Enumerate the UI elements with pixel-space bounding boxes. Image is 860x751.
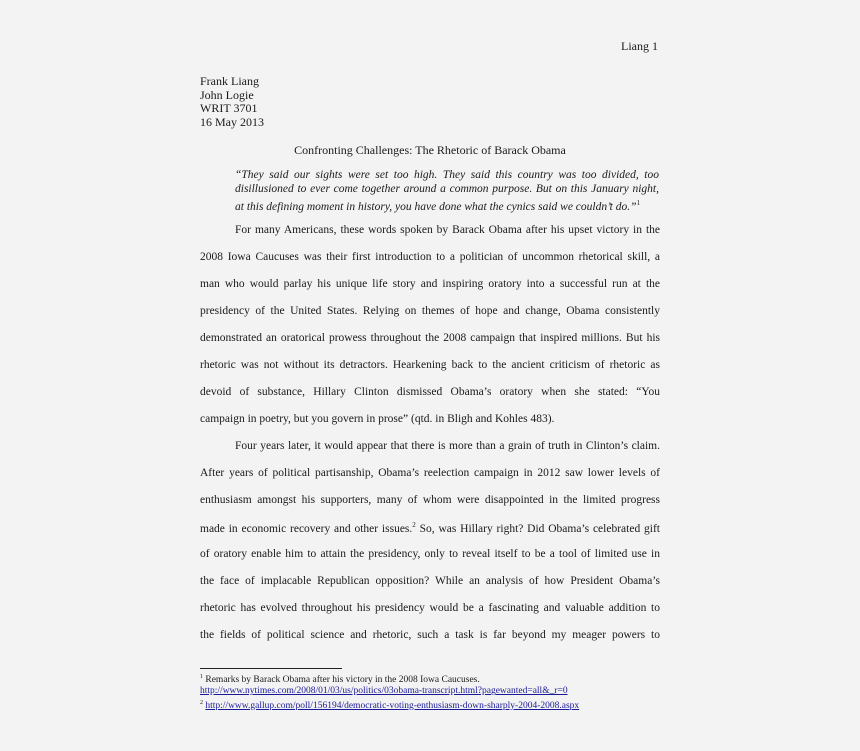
body-line <box>200 548 660 560</box>
body-line-text: rhetoric has evolved throughout his presidency would be a fascinating and valuable addition to <box>200 602 660 614</box>
body-line-text: the face of implacable Republican opposition? While an analysis of how President Obama’s <box>200 575 660 587</box>
body-line-text: Four years later, it would appear that there is more than a grain of truth in Clinton’s claim. <box>235 440 660 452</box>
body-line <box>200 386 660 398</box>
body-line-tail: So, was Hillary right? Did Obama’s celebrated gift <box>415 522 660 535</box>
author-name: Frank Liang <box>200 74 259 88</box>
body-line-text: made in economic recovery and other issues. <box>200 522 413 535</box>
body-line-text: devoid of substance, Hillary Clinton dismissed Obama’s oratory when she stated: “You <box>200 386 660 398</box>
footnote-item <box>200 698 660 712</box>
body-line-text: the fields of political science and rhetoric, such a task is far beyond my meager powers to <box>200 629 660 641</box>
footnotes <box>200 672 660 712</box>
epigraph-text: “They said our sights were set too high. They said this country was too divided, too disillusioned to ever come together around a common purpose. But on this January night, at this defining moment in history, you have done what the cynics said we couldn’t do.” <box>235 169 659 213</box>
body-line-text: For many Americans, these words spoken by Barack Obama after his upset victory in the <box>235 224 660 236</box>
footnote-text: Remarks by Barack Obama after his victory in the 2008 Iowa Caucuses. <box>203 675 480 686</box>
footnote-divider <box>200 668 342 669</box>
body-line <box>200 629 660 641</box>
body-line-text: man who would parlay his unique life story and inspiring oratory into a successful run at the <box>200 278 660 290</box>
body-line <box>200 251 660 263</box>
heading-block <box>200 75 264 129</box>
body-line-text: After years of political partisanship, Obama’s reelection campaign in 2012 saw lower levels of <box>200 467 660 479</box>
body-line <box>200 413 554 425</box>
paper-title: Confronting Challenges: The Rhetoric of Barack Obama <box>294 143 566 157</box>
footnote-link[interactable]: http://www.nytimes.com/2008/01/03/us/politics/03obama-transcript.html?pagewanted=all&_r=0 <box>200 686 568 697</box>
instructor-name: John Logie <box>200 87 254 102</box>
footnote-link[interactable]: http://www.gallup.com/poll/156194/democratic-voting-enthusiasm-down-sharply-2004-2008.aspx <box>205 700 580 711</box>
body-line-text: rhetoric was not without its detractors. Hearkening back to the ancient criticism of rhetoric as <box>200 359 660 371</box>
body-line <box>200 575 660 587</box>
body-line <box>200 305 660 317</box>
body-line <box>200 332 660 344</box>
body-line-text: 2008 Iowa Caucuses was their first introduction to a politician of uncommon rhetorical skill, a <box>200 251 660 263</box>
body-line <box>200 359 660 371</box>
body-line <box>235 440 660 452</box>
body-line <box>200 521 660 535</box>
body-line-text: presidency of the United States. Relying on themes of hope and change, Obama consistently <box>200 305 660 317</box>
footnote-ref: 2 <box>412 521 416 529</box>
body-line-text: of oratory enable him to attain the presidency, only to reveal itself to be a tool of limited use in <box>200 548 660 560</box>
body-line <box>200 278 660 290</box>
course-code: WRIT 3701 <box>200 101 258 116</box>
body-line <box>235 224 660 236</box>
paper-date: 16 May 2013 <box>200 114 264 129</box>
footnote-number: 1 <box>200 674 203 680</box>
body-line-text: demonstrated an oratorical prowess throughout the 2008 campaign that inspired millions. But his <box>200 332 660 344</box>
footnote-number: 2 <box>200 699 203 706</box>
footnote-item <box>200 672 660 698</box>
body-line <box>200 602 660 614</box>
epigraph-quote <box>235 168 659 214</box>
page-header-label: Liang 1 <box>621 39 658 53</box>
epigraph-footnote-ref: 1 <box>636 199 640 207</box>
body-line-text: enthusiasm amongst his supporters, many of whom were disappointed in the limited progress <box>200 494 660 506</box>
body-line <box>200 494 660 506</box>
body-line <box>200 467 660 479</box>
body-line-text: campaign in poetry, but you govern in prose” (qtd. in Bligh and Kohles 483). <box>200 413 555 425</box>
